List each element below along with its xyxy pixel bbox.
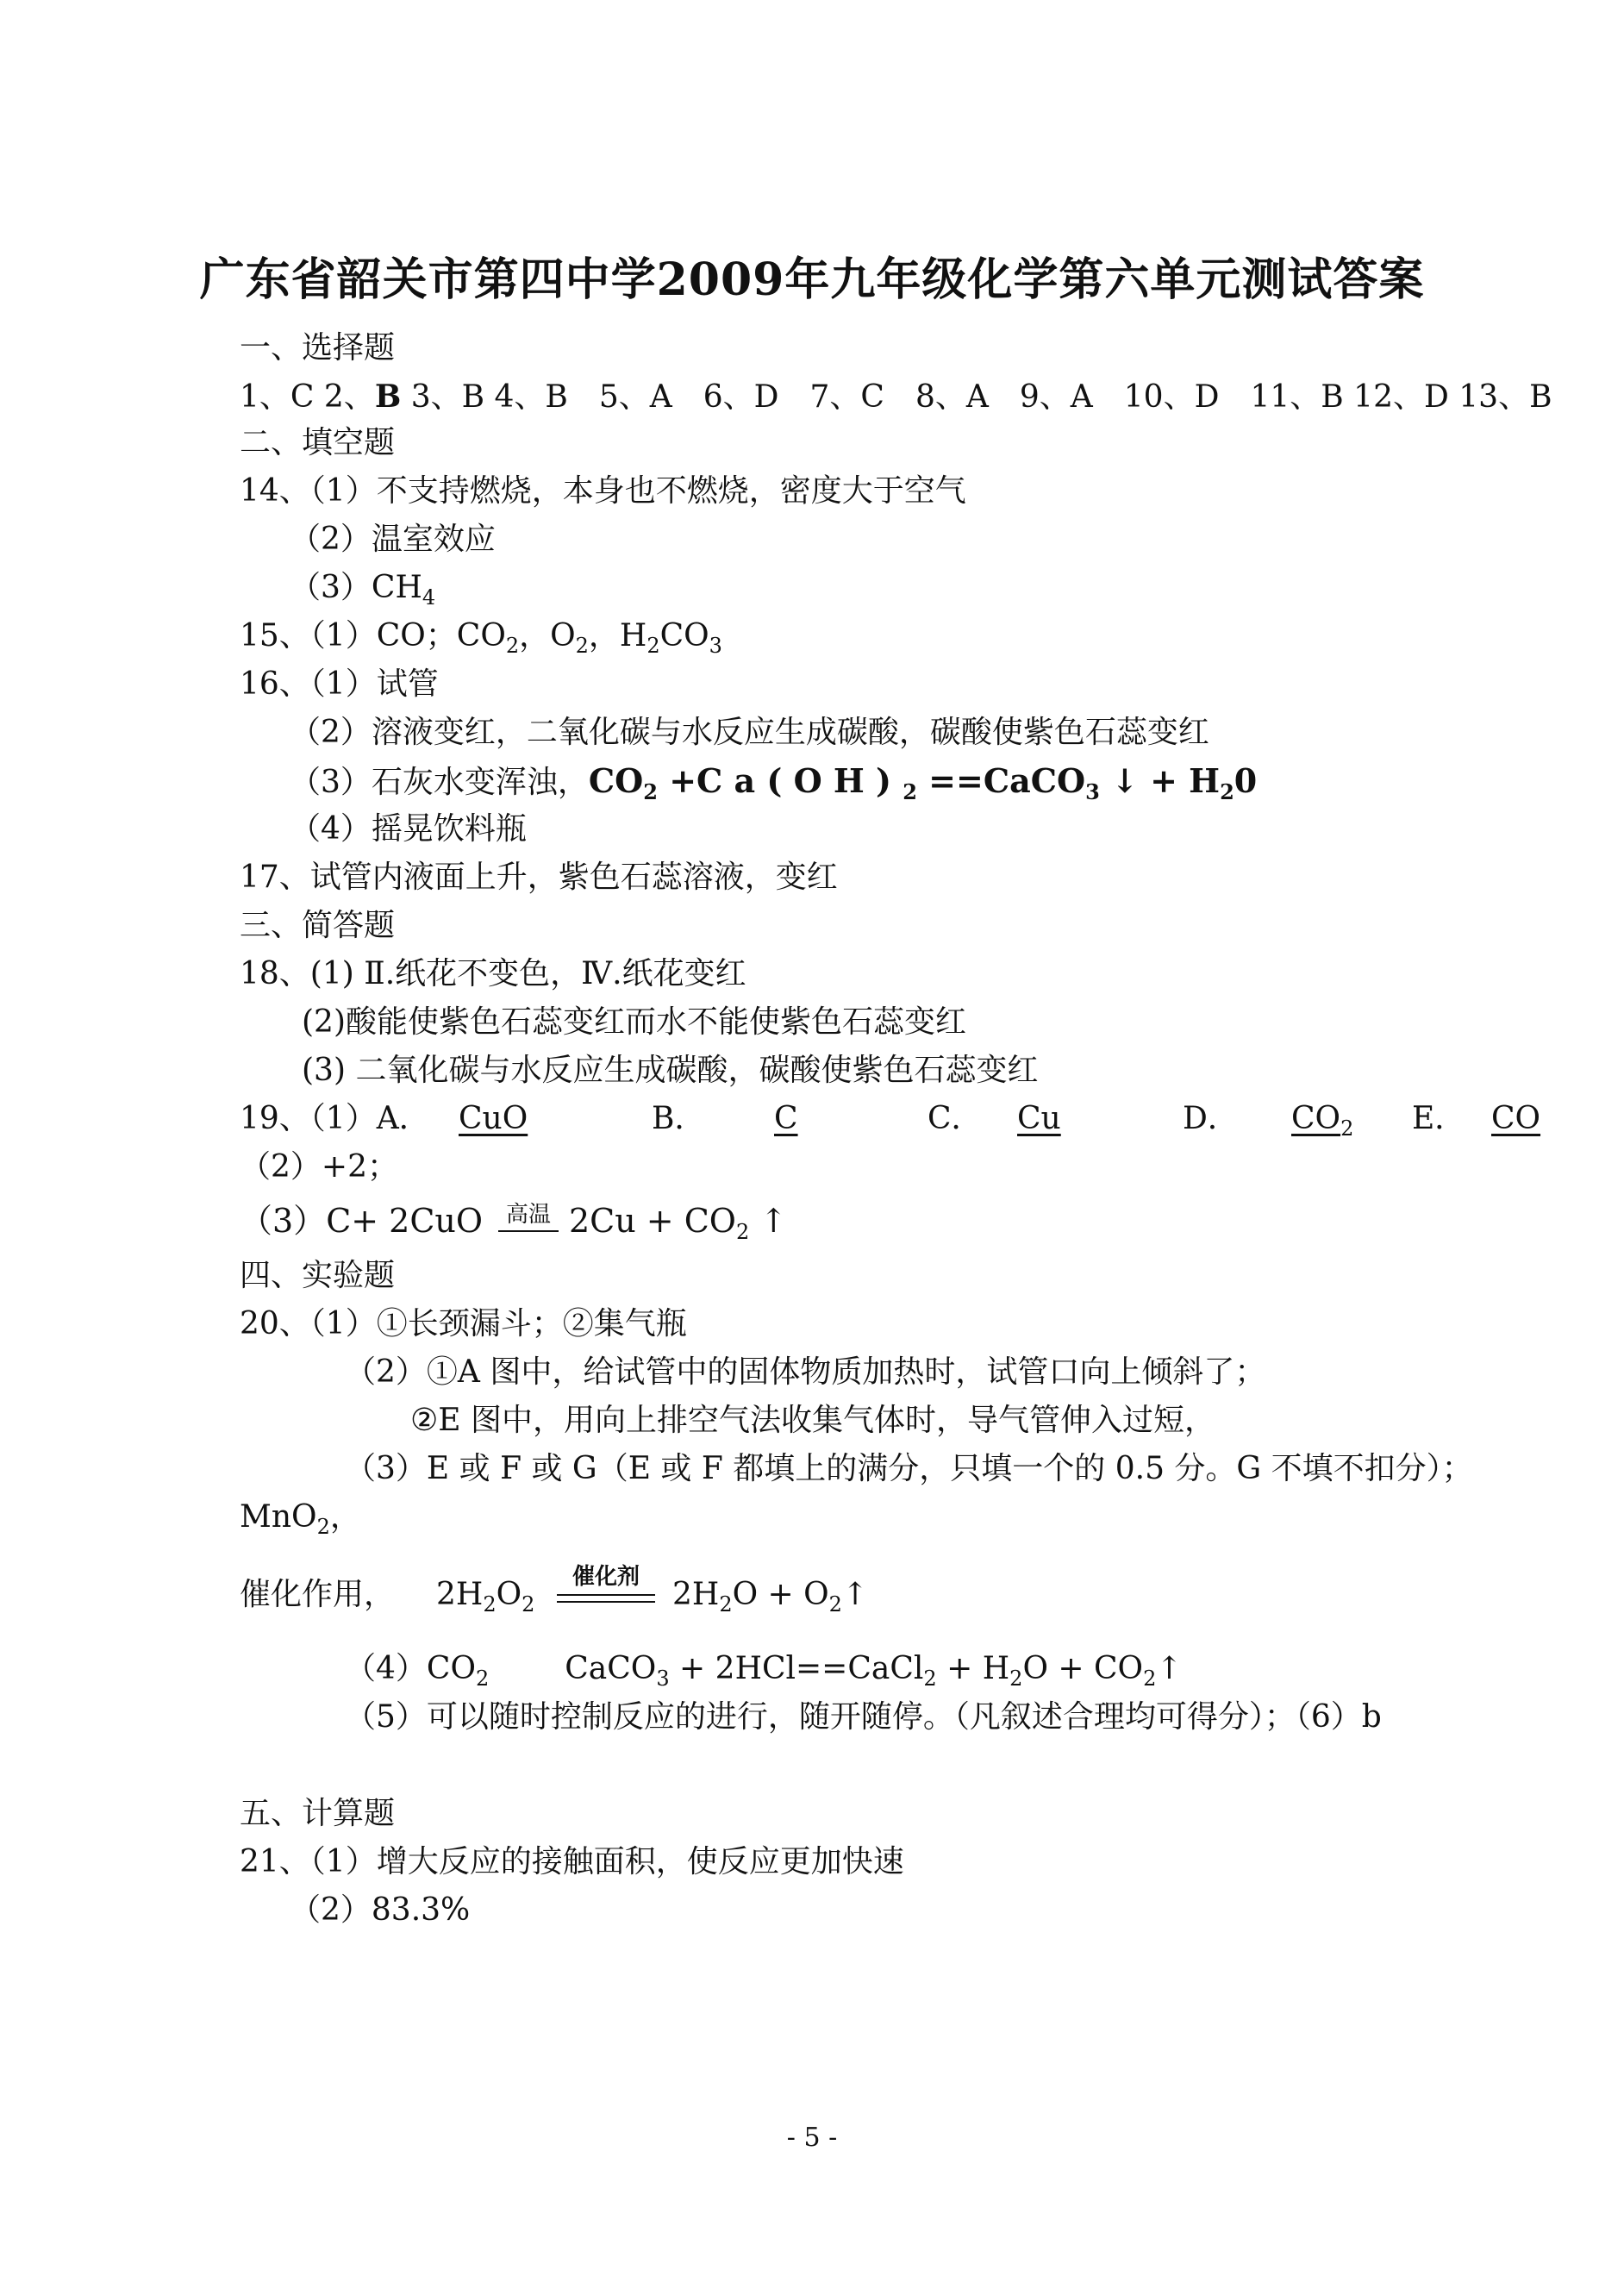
q19-answer-c: [983, 1098, 1183, 1140]
q16-1: 16、（1）试管: [240, 666, 439, 702]
double-reaction-line: [557, 1594, 655, 1603]
mno2-text: MnO: [240, 1499, 317, 1535]
q15-c: ，H: [588, 618, 647, 653]
mno2-sub: 2: [316, 1515, 330, 1539]
products-sub: 2: [735, 1220, 750, 1244]
section-heading-experiment: 四、实验题: [240, 1258, 396, 1293]
eq-part: CO: [588, 761, 644, 800]
q20-2b: ②E 图中，用向上排空气法收集气体时，导气管伸入过短，: [410, 1403, 1215, 1438]
q19-answer-d: [1243, 1098, 1412, 1140]
q15: [240, 616, 722, 657]
q14-1: 14、（1）不支持燃烧，本身也不燃烧，密度大于空气: [240, 473, 966, 509]
q19-answer-e: [1469, 1098, 1540, 1140]
q20-4: [345, 1648, 1183, 1690]
q16-3: [290, 760, 1257, 804]
h2o2-a: 2H: [436, 1577, 484, 1612]
condition-label: 高温: [505, 1202, 551, 1228]
q19-3-products: [569, 1200, 788, 1244]
mno2-comma: ，: [329, 1499, 361, 1535]
q19-answer-b: [712, 1098, 928, 1140]
choice-answers-part: 1、C 2、: [240, 379, 375, 415]
eq-part: CaCO: [565, 1651, 657, 1686]
q19-3: [240, 1200, 483, 1241]
q19-label-d: D．: [1183, 1101, 1239, 1136]
choice-answers: [240, 376, 1552, 418]
q19-c-value: Cu: [1017, 1101, 1061, 1136]
prod-sub1: 2: [719, 1592, 733, 1617]
h2o2-sub2: 2: [522, 1592, 535, 1617]
catalyst-label: 催化剂: [572, 1564, 640, 1590]
eq-sub: 2: [1143, 1667, 1157, 1691]
prod-sub2: 2: [828, 1592, 842, 1617]
q19-d-sub: 2: [1340, 1116, 1354, 1141]
arrow-up: ↑: [749, 1202, 788, 1240]
section-heading-short-answer: 三、简答题: [240, 908, 396, 943]
q18-1: 18、(1) Ⅱ.纸花不变色，Ⅳ.纸花变红: [240, 956, 746, 991]
h2o2-b: O: [496, 1577, 522, 1612]
q21-1: 21、（1）增大反应的接触面积，使反应更加快速: [240, 1844, 904, 1879]
q20-4-sub: 2: [475, 1667, 490, 1691]
q18-3: (3) 二氧化碳与水反应生成碳酸，碳酸使紫色石蕊变红: [302, 1053, 1039, 1088]
q20-mno2: [240, 1497, 361, 1538]
q15-s4: 3: [709, 634, 722, 658]
q16-3-text: （3）石灰水变浑浊，: [290, 765, 589, 800]
eq-part: 0: [1234, 761, 1258, 800]
q14-2: （2）温室效应: [290, 522, 496, 557]
q19-label-b: B．: [652, 1101, 706, 1136]
q15-b: ，O: [519, 618, 576, 653]
eq-sub: 2: [923, 1667, 937, 1691]
q20-4-a: （4）CO: [345, 1651, 476, 1686]
choice-answer-2: B: [374, 378, 402, 415]
q20-cat-products: [672, 1574, 868, 1616]
q16-4: （4）摇晃饮料瓶: [290, 811, 527, 847]
q18-2: (2)酸能使紫色石蕊变红而水不能使紫色石蕊变红: [302, 1004, 966, 1040]
section-heading-calculation: 五、计算题: [240, 1796, 396, 1831]
q15-s3: 2: [646, 634, 660, 658]
choice-answers-rest: 3、B 4、B 5、A 6、D 7、C 8、A 9、A 10、D 11、B 12、D 13、B: [401, 379, 1552, 415]
prod-b: O + O: [732, 1577, 829, 1612]
q19-3-reactants: C+ 2CuO: [326, 1202, 484, 1240]
q20-5: （5）可以随时控制反应的进行，随开随停。（凡叙述合理均可得分）；（6）b: [345, 1699, 1382, 1735]
q19-3-prefix: （3）: [240, 1202, 327, 1240]
q15-a: 15、（1）CO；CO: [240, 618, 506, 653]
high-temperature-condition: [498, 1197, 559, 1232]
arrow-up: ↑: [841, 1577, 869, 1612]
h2o2-sub1: 2: [483, 1592, 497, 1617]
q21-2: （2）83.3%: [290, 1892, 471, 1928]
q19-d-value: CO: [1291, 1101, 1341, 1136]
eq-part: O + CO: [1022, 1651, 1144, 1686]
q20-catalysis-label: 催化作用，: [240, 1577, 396, 1612]
eq-part: ==CaCO: [916, 761, 1086, 800]
q20-2a: （2）①A 图中，给试管中的固体物质加热时，试管口向上倾斜了；: [345, 1354, 1266, 1390]
section-heading-choice: 一、选择题: [240, 330, 396, 366]
prod-a: 2H: [672, 1577, 720, 1612]
eq-part: +C a ( O H ): [657, 761, 903, 800]
q16-2: （2）溶液变红，二氧化碳与水反应生成碳酸，碳酸使紫色石蕊变红: [290, 715, 1209, 750]
page-number: - 5 -: [786, 2123, 838, 2153]
eq-part: + 2HCl==CaCl: [669, 1651, 924, 1686]
q19-label-c: C．: [928, 1101, 983, 1136]
q20-1: 20、（1）①长颈漏斗；②集气瓶: [240, 1306, 687, 1341]
eq-sub: 2: [643, 779, 658, 804]
products-text: 2Cu + CO: [569, 1202, 736, 1240]
q16-3-equation: [588, 761, 1258, 804]
eq-sub: 3: [656, 1667, 670, 1691]
page-title: 广东省韶关市第四中学2009年九年级化学第六单元测试答案: [199, 253, 1425, 306]
q14-3-sub: 4: [422, 585, 436, 610]
catalyst-condition: [557, 1559, 655, 1603]
eq-sub: 2: [1220, 779, 1234, 804]
eq-part: ↓ + H: [1099, 761, 1221, 800]
q15-s1: 2: [505, 634, 520, 658]
q19-answer-a: [428, 1098, 626, 1140]
q17: 17、试管内液面上升，紫色石蕊溶液，变红: [240, 860, 838, 895]
q19-e-value: CO: [1491, 1101, 1541, 1136]
eq-sub: 2: [1009, 1667, 1023, 1691]
q20-cat-reactant: [436, 1574, 534, 1616]
q14-3-text: （3）CH: [290, 570, 422, 605]
q15-s2: 2: [575, 634, 589, 658]
q15-d: CO: [659, 618, 709, 653]
arrow-up: ↑: [1156, 1651, 1183, 1686]
q19-1-prefix: 19、（1）A．: [240, 1101, 430, 1136]
q20-3: （3）E 或 F 或 G（E 或 F 都填上的满分，只填一个的 0.5 分。G 不填不扣分）；: [345, 1451, 1473, 1486]
q19-b-value: C: [774, 1101, 798, 1136]
q19-2: （2）+2；: [240, 1149, 398, 1185]
section-heading-fill: 二、填空题: [240, 425, 396, 460]
eq-sub: 3: [1085, 779, 1100, 804]
q19-a-value: CuO: [459, 1101, 528, 1136]
reaction-line: [498, 1230, 559, 1232]
eq-part: + H: [936, 1651, 1010, 1686]
q19-label-e: E．: [1412, 1101, 1466, 1136]
eq-sub: 2: [903, 779, 917, 804]
q14-3: [290, 567, 435, 609]
